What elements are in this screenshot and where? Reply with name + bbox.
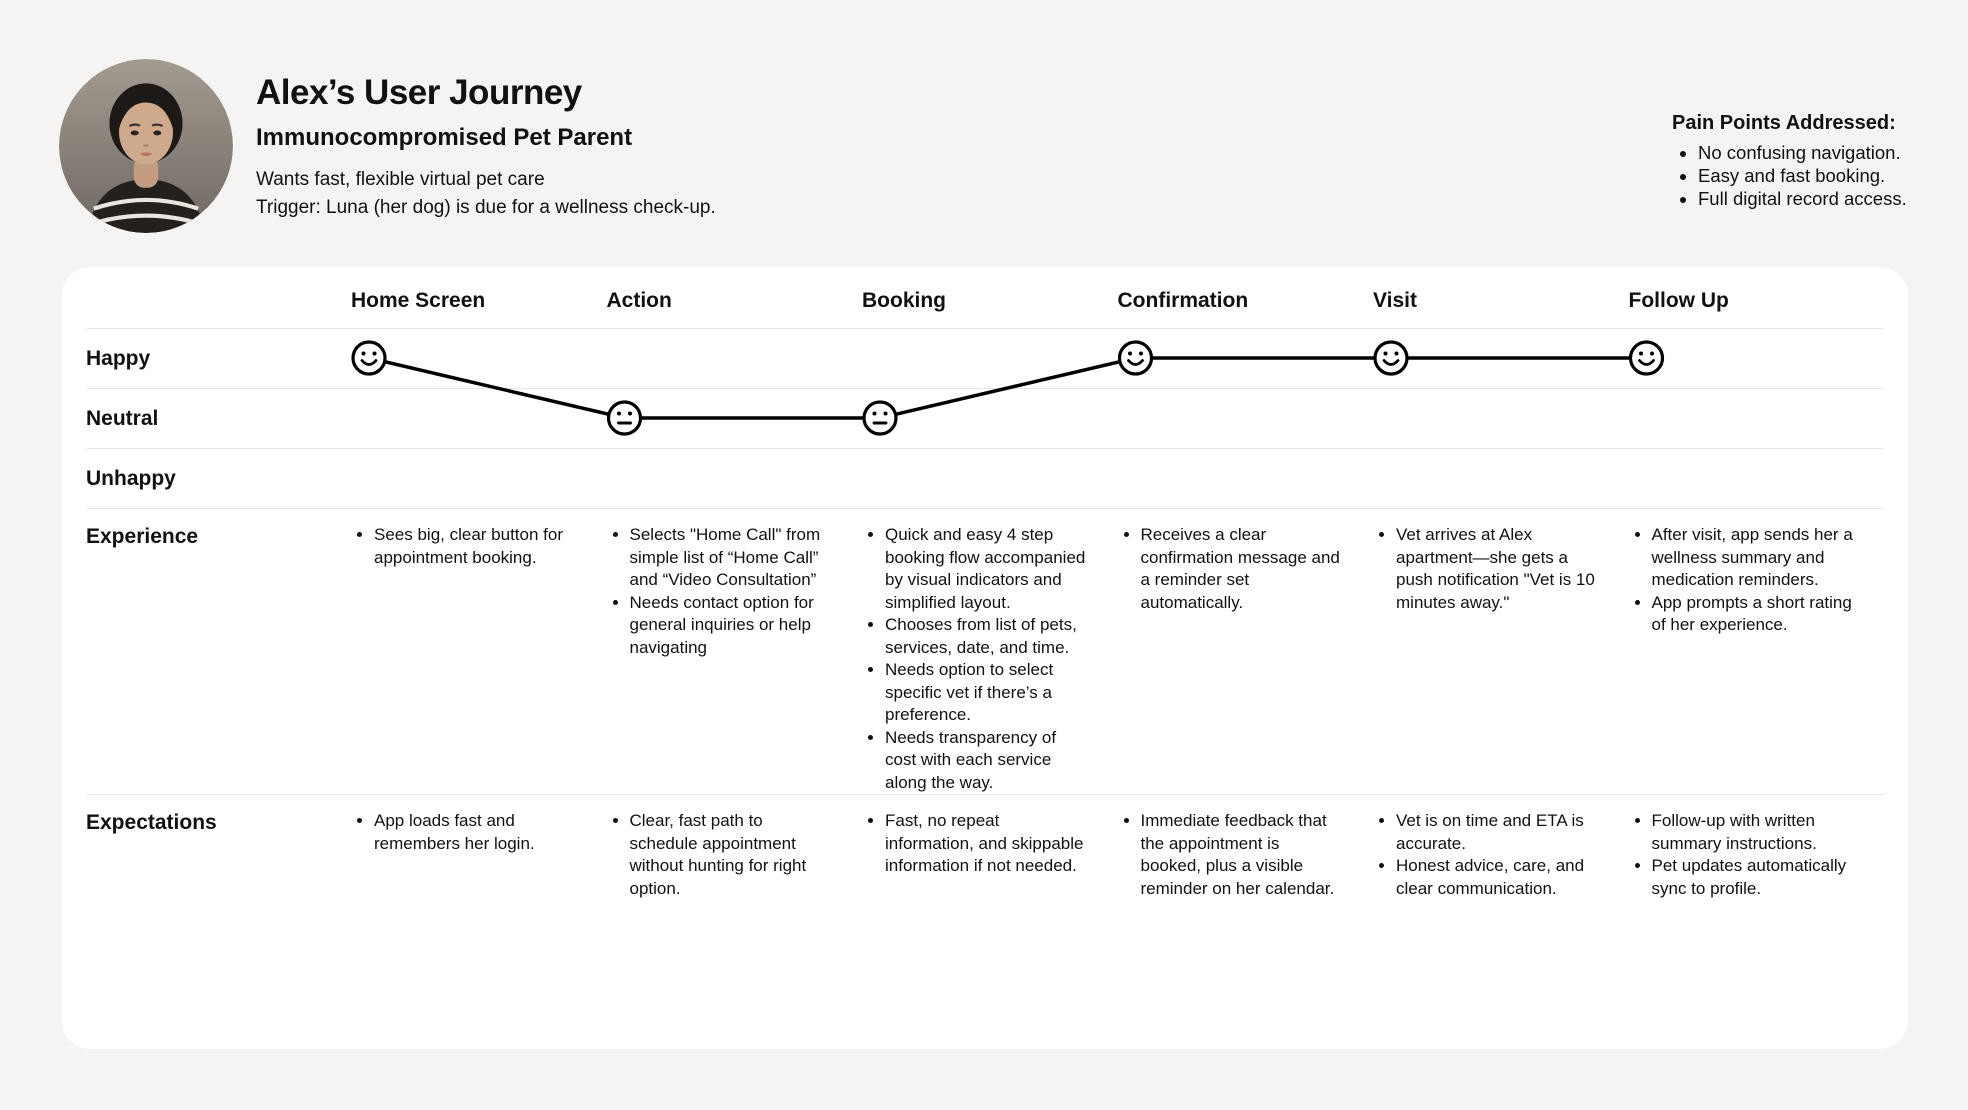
stage-header-home-screen: Home Screen	[351, 288, 486, 312]
experience-action	[607, 509, 863, 659]
mood-label-happy: Happy	[86, 346, 151, 370]
expectations-row	[86, 794, 1884, 1094]
experience-follow-up	[1629, 509, 1885, 637]
expectations-action	[607, 795, 863, 900]
persona-subtitle: Immunocompromised Pet Parent	[256, 124, 633, 151]
bullet-item: • Easy and fast booking.	[1698, 164, 1932, 187]
avatar-portrait-illustration	[59, 59, 233, 233]
bullet-item: • Full digital record access.	[1698, 187, 1932, 210]
experience-confirmation	[1118, 509, 1374, 614]
expectations-home-screen	[351, 795, 607, 855]
bullet-item: • Pet updates automatically sync to profile.	[1652, 855, 1855, 900]
bullet-item: • After visit, app sends her a wellness summary and medication reminders.	[1652, 524, 1855, 592]
bullet-item: • Vet is on time and ETA is accurate.	[1396, 810, 1599, 855]
bullet-item: • Needs transparency of cost with each service along the way.	[885, 727, 1088, 795]
expectations-row-label: Expectations	[86, 811, 217, 834]
persona-trigger-line: Trigger: Luna (her dog) is due for a wellness check-up.	[256, 197, 716, 218]
bullet-item: • Chooses from list of pets, services, date, and time.	[885, 614, 1088, 659]
bullet-item: • No confusing navigation.	[1698, 141, 1932, 164]
pain-points-list	[1672, 141, 1932, 210]
bullet-item: • App prompts a short rating of her experience.	[1652, 592, 1855, 637]
bullet-item: • Honest advice, care, and clear communication.	[1396, 855, 1599, 900]
bullet-item: • Clear, fast path to schedule appointment without hunting for right option.	[630, 810, 833, 900]
bullet-item: • Needs option to select specific vet if there’s a preference.	[885, 659, 1088, 727]
page-title: Alex’s User Journey	[256, 73, 582, 112]
bullet-item: • Immediate feedback that the appointment is booked, plus a visible reminder on her calendar.	[1141, 810, 1344, 900]
stage-header-booking: Booking	[862, 288, 946, 312]
bullet-item: • Sees big, clear button for appointment booking.	[374, 524, 577, 569]
mood-row-happy	[86, 328, 1884, 388]
persona-description-line: Wants fast, flexible virtual pet care	[256, 169, 545, 190]
expectations-confirmation	[1118, 795, 1374, 900]
expectations-follow-up	[1629, 795, 1885, 900]
mood-row-unhappy	[86, 448, 1884, 508]
stage-header-visit: Visit	[1373, 288, 1417, 312]
stage-header-confirmation: Confirmation	[1117, 288, 1249, 312]
bullet-item: • Needs contact option for general inquiries or help navigating	[630, 592, 833, 660]
experience-visit	[1373, 509, 1629, 614]
bullet-item: • Receives a clear confirmation message and a reminder set automatically.	[1141, 524, 1344, 614]
expectations-visit	[1373, 795, 1629, 900]
bullet-item: • Fast, no repeat information, and skippable information if not needed.	[885, 810, 1088, 878]
experience-booking	[862, 509, 1118, 794]
expectations-booking	[862, 795, 1118, 878]
bullet-item: • App loads fast and remembers her login.	[374, 810, 577, 855]
stage-header-follow-up: Follow Up	[1628, 288, 1729, 312]
stage-header-action: Action	[606, 288, 672, 312]
stage-header-row	[86, 267, 1884, 328]
experience-home-screen	[351, 509, 607, 569]
journey-map-card	[62, 267, 1908, 1049]
pain-points-heading: Pain Points Addressed:	[1672, 112, 1896, 134]
mood-graph-area	[86, 328, 1884, 508]
bullet-item: • Vet arrives at Alex apartment—she gets a push notification "Vet is 10 minutes away."	[1396, 524, 1599, 614]
bullet-item: • Follow-up with written summary instructions.	[1652, 810, 1855, 855]
pain-points-panel	[1672, 112, 1932, 210]
bullet-item: • Selects "Home Call" from simple list of “Home Call” and “Video Consultation”	[630, 524, 833, 592]
bullet-item: • Quick and easy 4 step booking flow accompanied by visual indicators and simplified layout.	[885, 524, 1088, 614]
mood-label-unhappy: Unhappy	[86, 466, 176, 490]
mood-row-neutral	[86, 388, 1884, 448]
experience-row	[86, 508, 1884, 794]
mood-label-neutral: Neutral	[86, 406, 159, 430]
avatar	[59, 59, 233, 233]
persona-header	[0, 0, 1968, 267]
experience-row-label: Experience	[86, 525, 199, 548]
